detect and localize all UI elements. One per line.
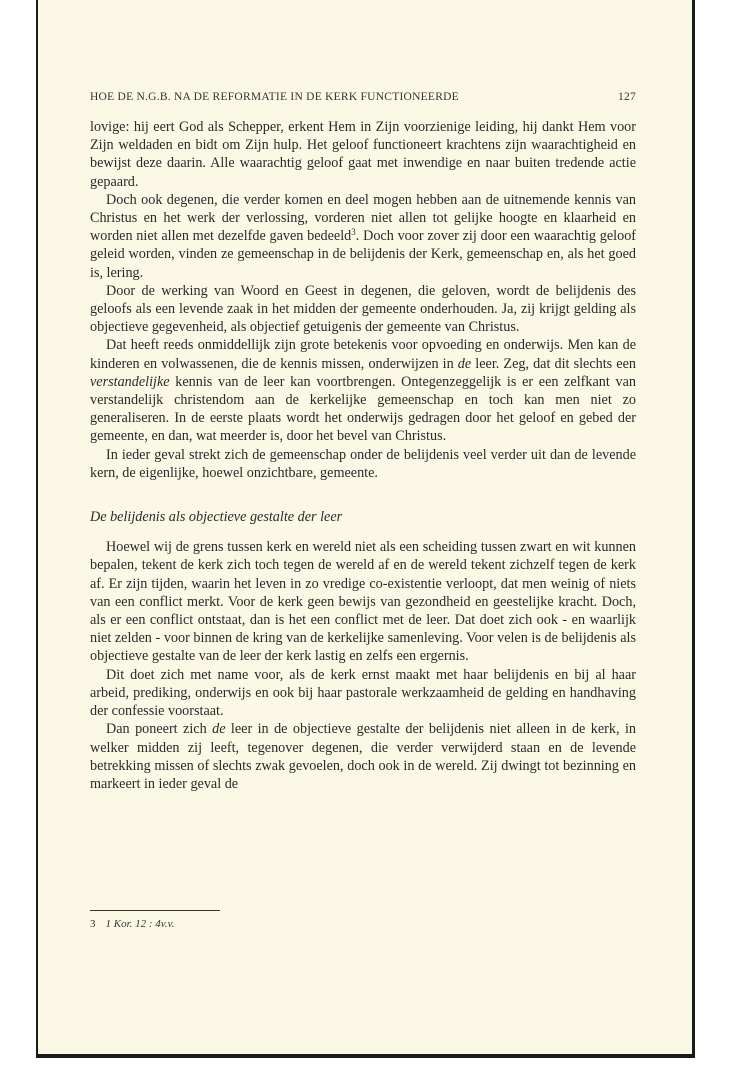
body-text	[90, 118, 636, 793]
paragraph: Dat heeft reeds onmiddellijk zijn grote betekenis voor opvoeding en onderwijs. Men kan de kinderen en volwassenen, die de kennis missen, onderwijzen in de leer. Zeg, dat dit slechts een verstandelijke kennis van de leer kan voortbrengen. Ontegenzeggelijk is er een zelfkant van verstandelijk christendom aan de kerkelijke gemeenschap en toch kan men niet zo generaliseren. In de eerste plaats wordt het onderwijs gedragen door het geloof en gebed der gemeente, en dan, wat meerder is, door het bevel van Christus.	[90, 337, 636, 445]
paragraph: Dan poneert zich de leer in de objectieve gestalte der belijdenis niet alleen in de kerk, in welker midden zij leeft, tegenover degenen, die verder verwijderd staan en de levende betrekking missen of slechts zwak gevoelen, doch ook in de wereld. Zij dwingt tot bezinning en markeert in ieder geval de	[90, 721, 637, 792]
page-number: 127	[618, 91, 636, 103]
paragraph: Hoewel wij de grens tussen kerk en wereld niet als een scheiding tussen zwart en wit kunnen bepalen, tekent de kerk zich toch tegen de wereld af en de wereld tekent zichzelf tegen de kerk af. Er zijn tijden, waarin het leven in zo vredige co-existentie verloopt, dat men weinig of niets van een conflict merkt. Voor de kerk geen bewijs van gezondheid en geestelijke kracht. Doch, als er een conflict ontstaat, dan is het een conflict met de leer. Dat doet zich ook - en waarlijk niet zelden - voor binnen de kring van de kerkelijke samenleving. Voor velen is de belijdenis als objectieve gestalte van de leer der kerk lastig en zelfs een ergernis.	[90, 539, 636, 665]
footnote	[90, 918, 174, 930]
section-heading: De belijdenis als objectieve gestalte der leer	[90, 509, 343, 526]
paragraph: Doch ook degenen, die verder komen en deel mogen hebben aan de uitnemende kennis van Christus en het werk der verlossing, vorderen niet allen tot gelijke hoogte en klaarheid en worden niet allen met dezelfde gaven bedeeld$^3$. Doch voor zover zij door een waarachtig geloof geleid worden, vinden ze gemeenschap in de belijdenis der Kerk, gemeenschap en, als het goed is, lering.	[90, 191, 637, 281]
emphasis: verstandelijke	[90, 373, 170, 390]
footnote-reference: 3	[351, 227, 356, 238]
footnote-divider	[90, 910, 220, 911]
book-page	[36, 0, 695, 1058]
paragraph: In ieder geval strekt zich de gemeenschap onder de belijdenis veel verder uit dan de levende kern, de eigenlijke, hoewel onzichtbare, gemeente.	[90, 446, 636, 481]
paragraph: Door de werking van Woord en Geest in degenen, die geloven, wordt de belijdenis des geloofs als een levende zaak in het midden der gemeente onderhouden. Ja, zij krijgt gelding als objectieve gegevenheid, als objectief getuigenis der gemeente van Christus.	[90, 282, 636, 336]
running-header-title: HOE DE N.G.B. NA DE REFORMATIE IN DE KERK FUNCTIONEERDE	[90, 91, 459, 103]
footnote-text: 1 Kor. 12 : 4v.v.	[105, 918, 175, 930]
paragraph: Dit doet zich met name voor, als de kerk ernst maakt met haar belijdenis en bij al haar arbeid, prediking, onderwijs en ook bij haar pastorale werkzaamheid de gelding en handhaving der confessie voorstaat.	[90, 666, 636, 720]
footnote-number: 3	[90, 918, 96, 930]
paragraph: lovige: hij eert God als Schepper, erkent Hem in Zijn voorzienige leiding, hij dankt Hem voor Zijn weldaden en bidt om Zijn hulp. Het geloof functioneert krachtens zijn waarachtigheid en bewijst deze daarin. Alle waarachtig geloof gaat met inwendige en naar buiten tredende actie gepaard.	[90, 119, 636, 190]
emphasis: de	[212, 721, 226, 738]
emphasis: de	[457, 355, 472, 372]
